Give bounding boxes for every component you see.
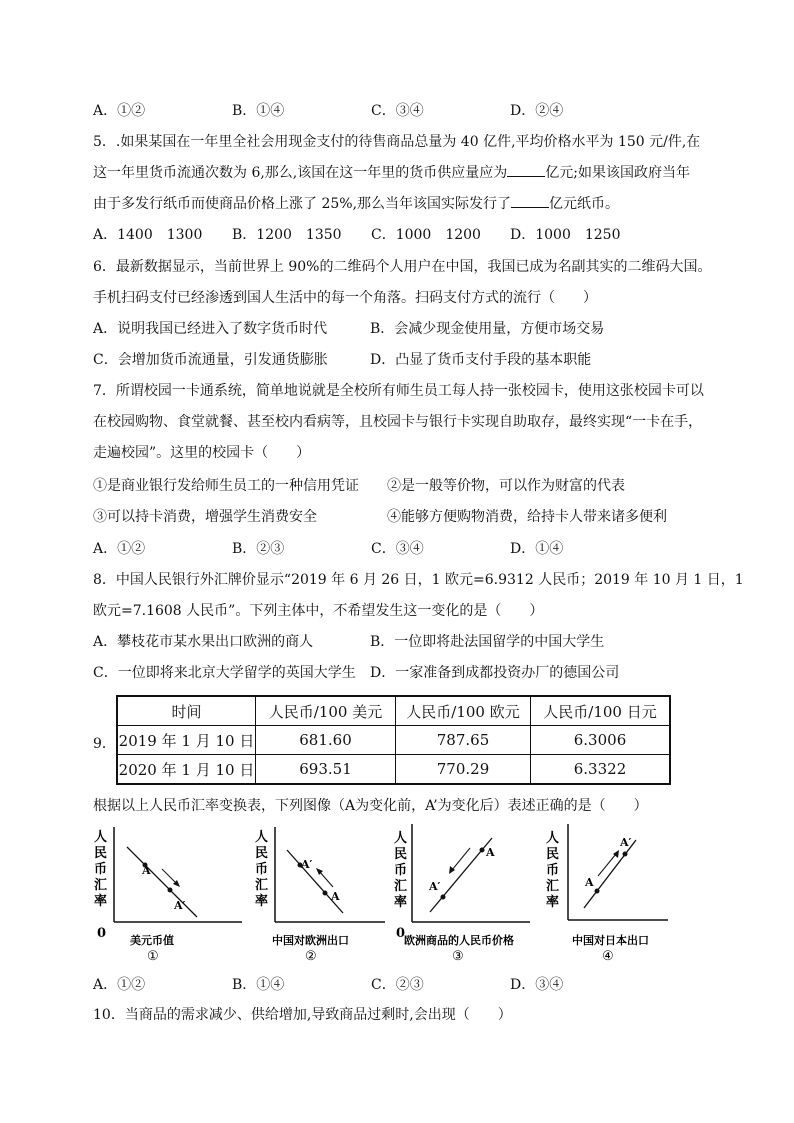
q5-option-a: A．1400 1300	[93, 227, 203, 243]
svg-text:汇: 汇	[94, 878, 108, 893]
q5-option-c: C．1000 1200	[371, 227, 481, 243]
q6-line-1: 6．最新数据显示，当前世界上 90%的二维码个人用户在中国，我国已成为名副其实的二维码大国。	[93, 259, 712, 275]
x-axis-label: 美元币值	[130, 934, 174, 947]
table-header: 人民币/100 日元	[531, 696, 671, 726]
svg-text:人: 人	[546, 831, 560, 846]
q9-option-b: B．①④	[232, 977, 285, 993]
q9-option-a: A．①②	[93, 977, 146, 993]
svg-text:币: 币	[394, 863, 408, 878]
svg-text:汇: 汇	[255, 878, 269, 893]
q9-option-d: D．③④	[510, 977, 564, 993]
point-a-label: A	[486, 846, 495, 859]
table-header: 时间	[117, 696, 256, 726]
q7-option-d: D．①④	[510, 541, 564, 557]
y-axis-label	[255, 830, 268, 909]
point-a-prime	[168, 888, 173, 893]
table-header: 人民币/100 美元	[256, 696, 396, 726]
q8-option-a: A．攀枝花市某水果出口欧洲的商人	[93, 634, 314, 650]
table-cell: 2020 年 1 月 10 日	[117, 755, 256, 785]
arrow	[319, 871, 333, 887]
svg-text:率: 率	[394, 895, 408, 910]
graph-1	[92, 825, 252, 965]
graph-number: ①	[147, 949, 159, 964]
point-a	[595, 889, 600, 894]
point-a-prime	[441, 895, 446, 900]
point-a-label: A	[331, 890, 340, 903]
point-a-prime-label: A′	[620, 836, 632, 849]
q8-line-1: 8．中国人民银行外汇牌价显示“2019 年 6 月 26 日，1 欧元=6.9312 人民币；2019 年 10 月 1 日，1	[93, 572, 744, 588]
point-a	[480, 848, 485, 853]
graph-2	[245, 825, 395, 965]
q5-line-1: 5．.如果某国在一年里全社会用现金支付的待售商品总量为 40 亿件,平均价格水平为 150 元/件,在	[93, 134, 701, 150]
q5-line-3: 由于多发行纸币而使商品价格上涨了 25%,那么当年该国实际发行了 亿元纸币。	[93, 196, 620, 212]
q4-option-b: B．①④	[232, 103, 285, 119]
q7-statement-2: ②是一般等价物，可以作为财富的代表	[387, 478, 625, 494]
x-axis-label: 欧洲商品的人民币价格	[404, 934, 514, 947]
q7-statement-4: ④能够方便购物消费，给持卡人带来诸多便利	[387, 509, 667, 525]
curve	[287, 850, 343, 913]
svg-text:人: 人	[394, 831, 408, 846]
arrow	[598, 854, 616, 876]
table-cell: 681.60	[256, 726, 396, 755]
y-axis-label	[94, 830, 107, 909]
point-a-label: A	[585, 876, 594, 889]
svg-text:汇: 汇	[394, 879, 408, 894]
answer-blank	[511, 195, 549, 208]
svg-text:率: 率	[94, 894, 108, 909]
q8-line-2: 欧元=7.1608 人民币”。下列主体中，不希望发生这一变化的是（ ）	[93, 603, 544, 619]
svg-text:率: 率	[546, 895, 560, 910]
svg-text:人: 人	[255, 830, 269, 845]
point-a-prime-label: A′	[174, 899, 186, 912]
q7-line-2: 在校园购物、食堂就餐、甚至校内看病等，且校园卡与银行卡实现自助取存，最终实现“一卡在手，	[93, 414, 703, 430]
x-axis-label: 中国对欧洲出口	[272, 934, 349, 947]
point-a-prime-label: A′	[429, 880, 441, 893]
svg-text:币: 币	[255, 862, 269, 877]
svg-text:民: 民	[94, 846, 108, 861]
origin-label: 0	[396, 926, 406, 941]
graph-number: ②	[305, 949, 317, 964]
q10-line-1: 10．当商品的需求减少、供给增加,导致商品过剩时,会出现（ ）	[93, 1007, 512, 1023]
q5-option-d: D．1000 1250	[510, 227, 621, 243]
point-a	[323, 891, 328, 896]
q7-option-b: B．②③	[232, 541, 285, 557]
q7-option-c: C．③④	[371, 541, 424, 557]
q5-line-2: 这一年里货币流通次数为 6,那么,该国在这一年里的货币供应量应为 亿元;如果该国政府当年	[93, 165, 690, 181]
answer-blank	[507, 164, 545, 177]
q4-option-c: C．③④	[371, 103, 424, 119]
svg-text:民: 民	[394, 847, 408, 862]
svg-text:率: 率	[255, 894, 269, 909]
q9-prompt: 根据以上人民币汇率变换表，下列图像（A为变化前，A’为变化后）表述正确的是（ ）	[93, 798, 648, 814]
q8-option-b: B．一位即将赴法国留学的中国大学生	[370, 634, 605, 650]
graph-4	[540, 820, 680, 965]
origin-label: 0	[97, 926, 107, 941]
q8-option-c: C．一位即将来北京大学留学的英国大学生	[93, 665, 356, 681]
q7-line-1: 7．所谓校园一卡通系统，简单地说就是全校所有师生员工每人持一张校园卡，使用这张校园卡可以	[93, 383, 704, 399]
q5-option-b: B．1200 1350	[232, 227, 342, 243]
x-axis-label: 中国对日本出口	[572, 934, 649, 947]
q8-option-d: D．一家准备到成都投资办厂的德国公司	[370, 665, 620, 681]
table-cell: 6.3006	[531, 726, 671, 755]
table-cell: 787.65	[396, 726, 531, 755]
curve	[584, 840, 636, 908]
q7-statement-1: ①是商业银行发给师生员工的一种信用凭证	[93, 478, 359, 494]
q6-line-2: 手机扫码支付已经渗透到国人生活中的每一个角落。扫码支付方式的流行（ ）	[93, 290, 597, 306]
q7-option-a: A．①②	[93, 541, 146, 557]
svg-text:民: 民	[546, 847, 560, 862]
svg-text:币: 币	[546, 863, 560, 878]
point-a-prime	[623, 852, 628, 857]
exchange-rate-table	[116, 695, 671, 785]
table-row	[117, 726, 670, 755]
q4-option-a: A．①②	[93, 103, 146, 119]
table-cell: 693.51	[256, 755, 396, 785]
q4-option-d: D．②④	[510, 103, 564, 119]
table-cell: 2019 年 1 月 10 日	[117, 726, 256, 755]
svg-text:人: 人	[94, 830, 108, 845]
table-header-row	[117, 696, 670, 726]
table-cell: 770.29	[396, 755, 531, 785]
curve	[127, 847, 197, 917]
q9-number: 9．	[93, 736, 116, 752]
svg-text:民: 民	[255, 846, 269, 861]
table-cell: 6.3322	[531, 755, 671, 785]
q6-option-d: D．凸显了货币支付手段的基本职能	[370, 352, 592, 368]
table-row	[117, 755, 670, 785]
q9-option-c: C．②③	[371, 977, 424, 993]
q6-option-a: A．说明我国已经进入了数字货币时代	[93, 321, 328, 337]
arrow	[162, 869, 177, 884]
point-a-label: A	[142, 864, 151, 877]
y-axis-label	[394, 831, 407, 910]
graph-number: ③	[452, 949, 464, 964]
q6-option-c: C．会增加货币流通量，引发通货膨胀	[93, 352, 328, 368]
svg-text:币: 币	[94, 862, 108, 877]
graph-3	[390, 820, 540, 965]
q7-statement-3: ③可以持卡消费，增强学生消费安全	[93, 509, 317, 525]
point-a-prime-label: A′	[301, 858, 313, 871]
table-header: 人民币/100 欧元	[396, 696, 531, 726]
q7-line-3: 走遍校园”。这里的校园卡（ ）	[93, 445, 311, 461]
svg-text:汇: 汇	[546, 879, 560, 894]
y-axis-label	[546, 831, 559, 910]
graph-number: ④	[602, 949, 614, 964]
q6-option-b: B．会减少现金使用量，方便市场交易	[370, 321, 605, 337]
